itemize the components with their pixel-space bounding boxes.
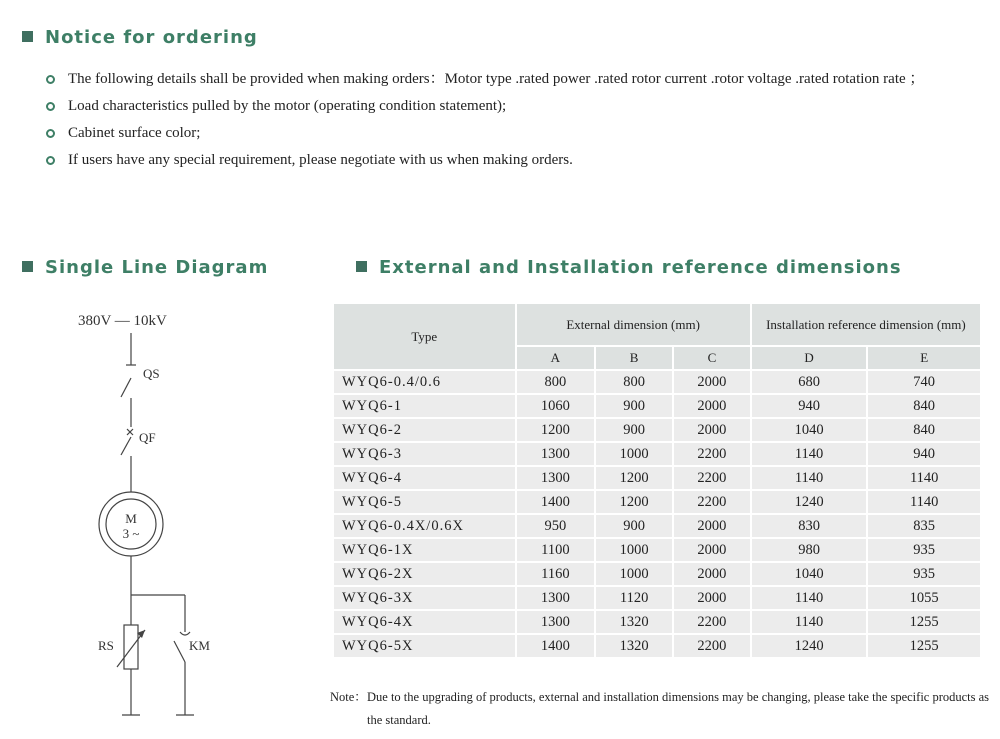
table-row <box>333 610 981 634</box>
header-d: D <box>751 346 868 370</box>
cell-a: 1300 <box>516 586 596 610</box>
bullet-icon <box>46 75 55 84</box>
list-item: The following details shall be provided when making orders：Motor type .rated power .rated rotor current .rotor voltage .rated rotation rate ； <box>42 67 1000 91</box>
cell-c: 2000 <box>673 514 751 538</box>
cell-c: 2200 <box>673 442 751 466</box>
voltage-label: 380V — 10kV <box>78 313 167 329</box>
section-square-icon <box>356 261 367 272</box>
cell-b: 1320 <box>595 610 673 634</box>
cell-d: 1140 <box>751 610 868 634</box>
cell-d: 1040 <box>751 418 868 442</box>
cell-b: 1200 <box>595 466 673 490</box>
cell-e: 1140 <box>867 466 981 490</box>
bullet-icon <box>46 102 55 111</box>
bullet-icon <box>46 156 55 165</box>
cell-c: 2200 <box>673 490 751 514</box>
motor-m-label: M <box>125 511 137 526</box>
km-contact-icon <box>174 641 185 662</box>
cell-type: WYQ6-4X <box>333 610 516 634</box>
table-body <box>333 370 981 658</box>
cell-c: 2000 <box>673 586 751 610</box>
bullet-icon <box>46 129 55 138</box>
dimensions-title: External and Installation reference dimensions <box>356 257 902 278</box>
cell-e: 835 <box>867 514 981 538</box>
cell-d: 680 <box>751 370 868 394</box>
qf-label: QF <box>139 430 156 445</box>
header-external: External dimension (mm) <box>516 303 751 346</box>
cell-d: 1040 <box>751 562 868 586</box>
cell-a: 1300 <box>516 466 596 490</box>
table-row <box>333 466 981 490</box>
cell-b: 1000 <box>595 538 673 562</box>
cell-e: 940 <box>867 442 981 466</box>
header-e: E <box>867 346 981 370</box>
cell-c: 2200 <box>673 610 751 634</box>
list-item: If users have any special requirement, please negotiate with us when making orders. <box>42 148 1000 172</box>
cell-type: WYQ6-5 <box>333 490 516 514</box>
cell-b: 900 <box>595 394 673 418</box>
cell-a: 1300 <box>516 610 596 634</box>
note-label: Note： <box>330 690 367 704</box>
cell-a: 950 <box>516 514 596 538</box>
cell-c: 2000 <box>673 538 751 562</box>
header-a: A <box>516 346 596 370</box>
cell-type: WYQ6-3 <box>333 442 516 466</box>
cell-d: 1140 <box>751 442 868 466</box>
table-row <box>333 394 981 418</box>
cell-type: WYQ6-5X <box>333 634 516 658</box>
table-row <box>333 442 981 466</box>
cell-b: 1320 <box>595 634 673 658</box>
header-b: B <box>595 346 673 370</box>
cell-d: 980 <box>751 538 868 562</box>
cell-b: 800 <box>595 370 673 394</box>
cell-type: WYQ6-2 <box>333 418 516 442</box>
cell-e: 935 <box>867 538 981 562</box>
cell-type: WYQ6-1X <box>333 538 516 562</box>
qf-breaker-icon <box>121 437 131 455</box>
table-header-row <box>333 303 981 346</box>
diagram-title: Single Line Diagram <box>22 257 268 278</box>
cell-e: 840 <box>867 394 981 418</box>
cell-e: 740 <box>867 370 981 394</box>
cell-e: 1055 <box>867 586 981 610</box>
header-installation: Installation reference dimension (mm) <box>751 303 981 346</box>
cell-a: 1200 <box>516 418 596 442</box>
motor-phase-label: 3 ~ <box>122 526 140 541</box>
cell-e: 1140 <box>867 490 981 514</box>
cell-b: 1000 <box>595 442 673 466</box>
rs-resistor-icon <box>124 625 138 669</box>
cell-type: WYQ6-1 <box>333 394 516 418</box>
cell-c: 2000 <box>673 370 751 394</box>
rs-label: RS <box>98 638 114 653</box>
list-item: Cabinet surface color; <box>42 121 1000 145</box>
cell-type: WYQ6-3X <box>333 586 516 610</box>
dimensions-table <box>332 302 982 659</box>
table-row <box>333 634 981 658</box>
qs-label: QS <box>143 366 160 381</box>
cell-c: 2200 <box>673 466 751 490</box>
cell-d: 1240 <box>751 634 868 658</box>
section-square-icon <box>22 261 33 272</box>
cell-a: 1300 <box>516 442 596 466</box>
section-square-icon <box>22 31 33 42</box>
cell-c: 2000 <box>673 394 751 418</box>
cell-c: 2200 <box>673 634 751 658</box>
cell-d: 1140 <box>751 586 868 610</box>
list-item: Load characteristics pulled by the motor (operating condition statement); <box>42 94 1000 118</box>
km-label: KM <box>189 638 210 653</box>
note <box>330 686 990 732</box>
qs-switch-icon <box>121 378 131 397</box>
table-row <box>333 418 981 442</box>
cell-a: 1400 <box>516 490 596 514</box>
cell-type: WYQ6-0.4/0.6 <box>333 370 516 394</box>
cell-a: 1400 <box>516 634 596 658</box>
cell-c: 2000 <box>673 418 751 442</box>
cell-a: 800 <box>516 370 596 394</box>
notice-title: Notice for ordering <box>22 27 258 48</box>
cell-d: 830 <box>751 514 868 538</box>
table-row <box>333 370 981 394</box>
table-row <box>333 586 981 610</box>
table-row <box>333 490 981 514</box>
cell-b: 900 <box>595 514 673 538</box>
cell-type: WYQ6-4 <box>333 466 516 490</box>
cell-a: 1160 <box>516 562 596 586</box>
cell-b: 900 <box>595 418 673 442</box>
table-row <box>333 514 981 538</box>
cell-b: 1120 <box>595 586 673 610</box>
header-type: Type <box>333 303 516 370</box>
cell-a: 1100 <box>516 538 596 562</box>
header-c: C <box>673 346 751 370</box>
notice-list <box>42 67 1000 175</box>
cell-b: 1200 <box>595 490 673 514</box>
cell-c: 2000 <box>673 562 751 586</box>
single-line-diagram <box>0 290 260 730</box>
cell-d: 940 <box>751 394 868 418</box>
cell-type: WYQ6-2X <box>333 562 516 586</box>
cell-d: 1140 <box>751 466 868 490</box>
cell-b: 1000 <box>595 562 673 586</box>
cell-a: 1060 <box>516 394 596 418</box>
cell-e: 935 <box>867 562 981 586</box>
table-row <box>333 538 981 562</box>
note-text: Due to the upgrading of products, external and installation dimensions may be changing, please take the specific products as the standard. <box>367 690 990 727</box>
cell-e: 840 <box>867 418 981 442</box>
table-row <box>333 562 981 586</box>
cell-d: 1240 <box>751 490 868 514</box>
cell-e: 1255 <box>867 634 981 658</box>
cell-type: WYQ6-0.4X/0.6X <box>333 514 516 538</box>
cell-e: 1255 <box>867 610 981 634</box>
